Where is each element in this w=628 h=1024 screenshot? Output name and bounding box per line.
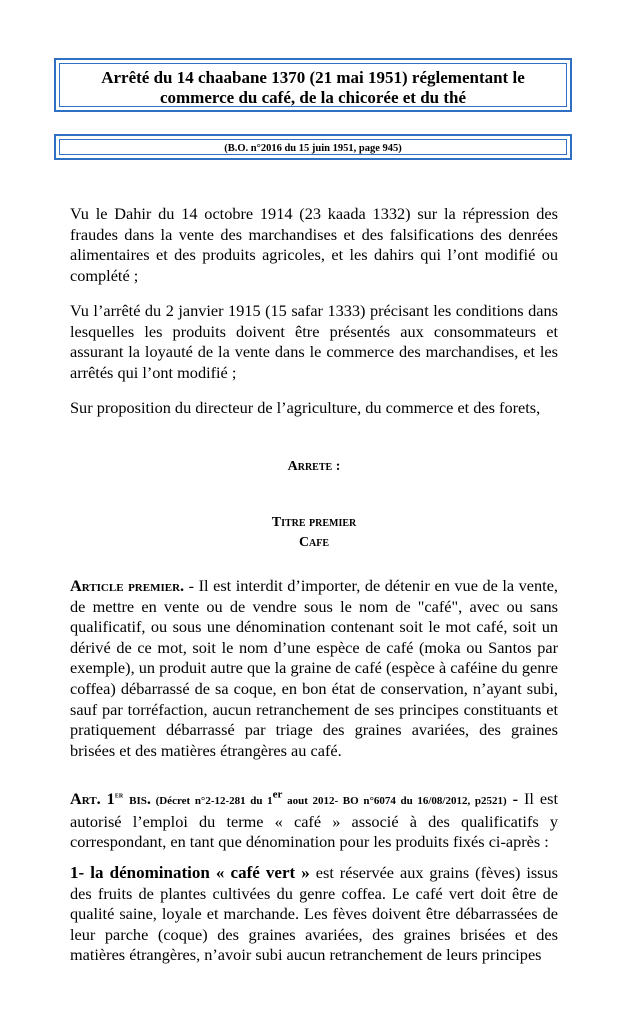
titre-premier-heading: Titre premier (271, 515, 357, 530)
document-title-line-1: Arrêté du 14 chaabane 1370 (21 mai 1951) réglementant le (101, 68, 525, 87)
article-1-bis-ref-sup: er (272, 788, 283, 801)
article-1-bis-ref-prefix: (Décret n°2-12-281 du 1 (150, 795, 273, 807)
document-title-line-2: commerce du café, de la chicorée et du thé (159, 88, 467, 107)
title-frame (54, 58, 572, 112)
title-frame-inner (59, 63, 567, 107)
visa-dahir-1914: Vu le Dahir du 14 octobre 1914 (23 kaada 1332) sur la répression des fraudes dans la vente des marchandises et des falsifications des denrées alimentaires et des produits agricoles, et les dahirs qui l’ont modifié ou complété ; (70, 204, 558, 285)
article-premier-text: - Il est interdit d’importer, de détenir en vue de la vente, de mettre en vente ou de vendre sous le nom de "café", avec ou sans qualificatif, ou sous une dénomination contenant soit le mot café, soit un dérivé de ce mot, soit le nom d’une espèce de café (moka ou Santos par exemple), un produit autre que la graine de café (espèce à caféine du genre coffea) débarrassé de sa coque, en bon état de conservation, n’ayant subi, sauf par torréfaction, aucun retranchement de ses principes constituants et pratiquement débarrassé par triage des graines avariées, des graines brisées et des matières étrangères au café. (70, 576, 558, 760)
article-1-bis-label-sup: er (114, 790, 124, 800)
article-1-bis-label-prefix: Art. 1 (70, 789, 115, 808)
visa-arrete-1915: Vu l’arrêté du 2 janvier 1915 (15 safar 1333) précisant les conditions dans lesquelles les produits doivent être présentés aux consommateurs et assurant la loyauté de la vente dans le commerce des marchandises, et les arrêtés qui l’ont modifié ; (70, 301, 558, 382)
proposition-paragraph: Sur proposition du directeur de l’agriculture, du commerce et des forets, (70, 398, 541, 417)
article-1-bis-ref-suffix: aout 2012- BO n°6074 du 16/08/2012, p2521) (282, 795, 507, 807)
item-1-lead: 1- la dénomination « café vert » (70, 863, 310, 882)
bo-reference-frame (54, 134, 572, 160)
article-1-bis-text: Il est autorisé l’emploi du terme « café » associé à des qualificatifs y correspondant, en tant que dénomination pour les produits fixés ci-après : (70, 789, 558, 852)
bo-reference-frame-inner (59, 139, 567, 155)
item-1-cafe-vert (70, 863, 558, 966)
article-premier-label: Article premier. (70, 576, 185, 595)
arrete-heading: Arrete : (287, 459, 341, 474)
cafe-heading: Cafe (298, 535, 330, 550)
article-1-bis-label-suffix: bis. (123, 789, 151, 808)
item-1-text: est réservée aux grains (fèves) issus des fruits de plantes cultivées du genre coffea. Le café vert doit être de qualité saine, loyale et marchande. Les fèves doivent être débarrassées de leur parche (coque) des graines avariées, des graines brisées et des matières étrangères, n’avoir subi aucun retranchement de leurs principes (70, 863, 558, 965)
article-1-bis (70, 789, 558, 853)
bo-reference: (B.O. n°2016 du 15 juin 1951, page 945) (224, 143, 402, 154)
article-1-bis-dash: - (506, 789, 524, 808)
article-premier (70, 576, 558, 761)
